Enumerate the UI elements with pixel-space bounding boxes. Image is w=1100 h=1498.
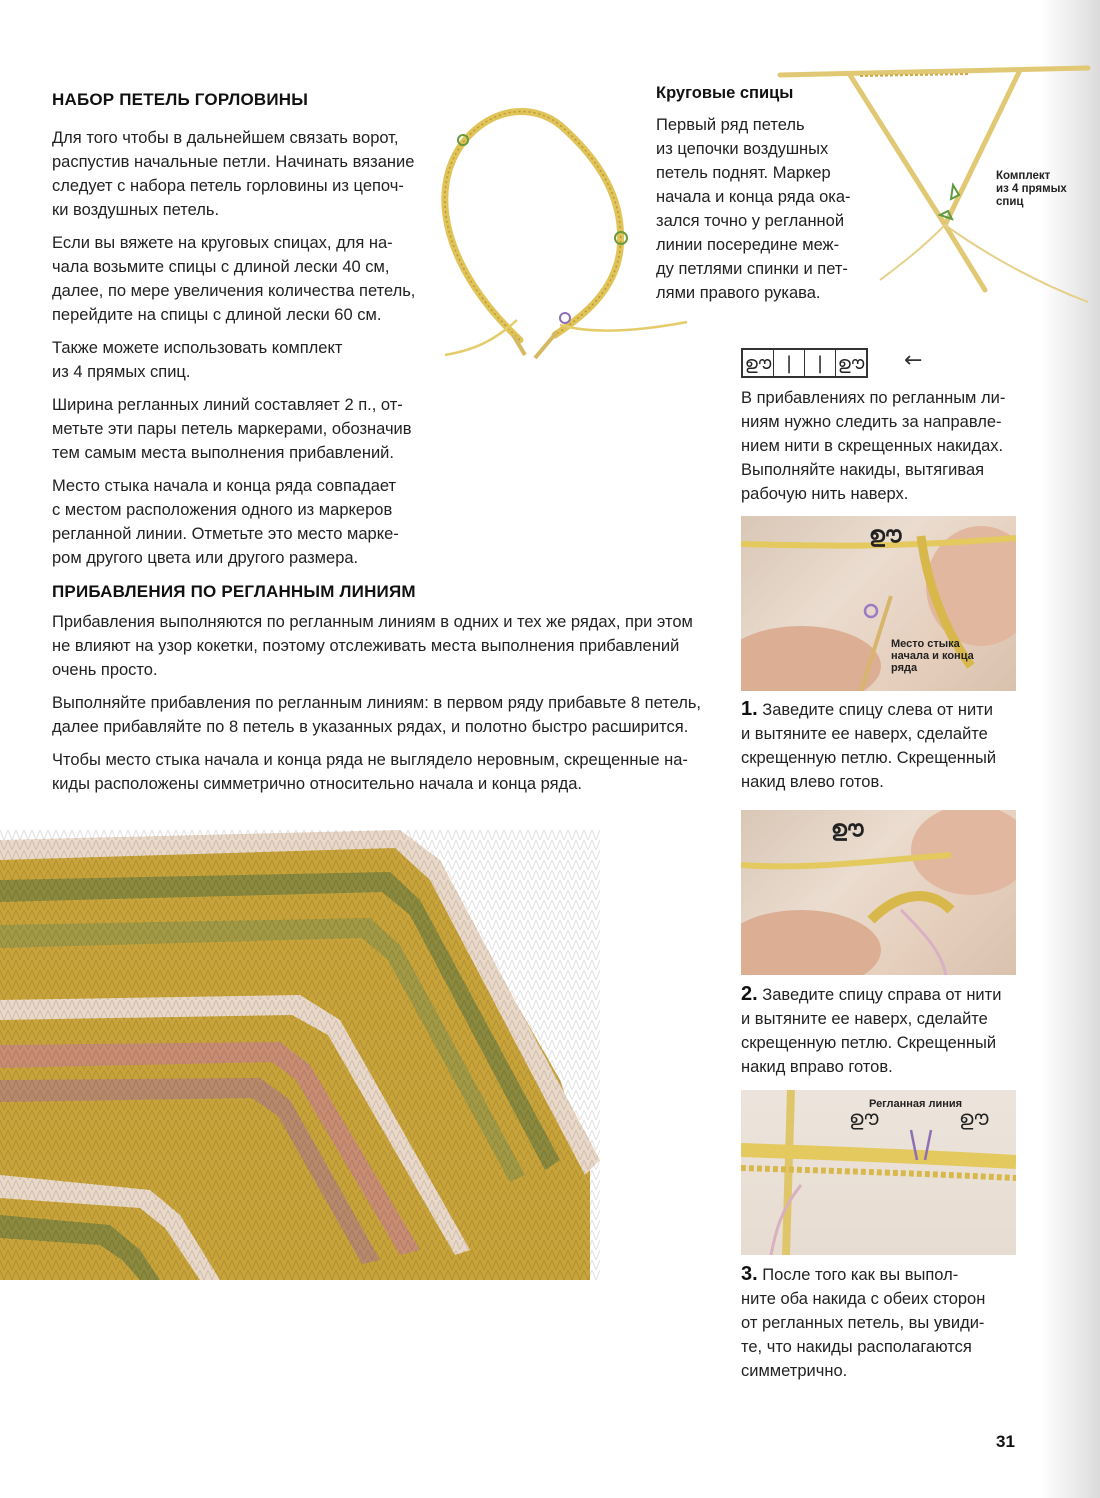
line: те, что накиды располагаются [741, 1338, 972, 1356]
twisted-yo-symbol-icon: ഊ [849, 1106, 879, 1130]
line: Для того чтобы в дальнейшем связать ворот, [52, 129, 399, 147]
line: киды расположены симметрично относительно начала и конца ряда. [52, 775, 582, 793]
raglan-paragraph-1 [52, 610, 702, 682]
neckline-paragraph-3 [52, 336, 422, 384]
line: начала и конца ряда ока- [656, 188, 851, 206]
raglan-paragraph-3 [52, 748, 702, 796]
raglan-paragraph-2 [52, 691, 702, 739]
line: лями правого рукава. [656, 284, 821, 302]
line: симметрично. [741, 1362, 848, 1380]
line: из 4 прямых [996, 183, 1067, 195]
line: зался точно у регланной [656, 212, 845, 230]
line: Первый ряд петель [656, 116, 805, 134]
step-number: 1. [741, 698, 758, 720]
line: ряда [891, 662, 918, 674]
line: рабочую нить наверх. [741, 485, 909, 503]
neckline-paragraph-5 [52, 474, 422, 570]
line: от регланных петель, вы увиди- [741, 1314, 985, 1332]
line: из 4 прямых спиц. [52, 363, 191, 381]
twisted-yo-symbol-icon: ഊ [959, 1106, 989, 1130]
neckline-paragraph-1 [52, 126, 422, 222]
step-2-text [741, 982, 1021, 1079]
line: Также можете использовать комплект [52, 339, 343, 357]
chart-cell-twisted-yo-right: ഊ [837, 352, 865, 374]
line: из цепочки воздушных [656, 140, 829, 158]
raglan-line-label: Регланная линия [869, 1098, 963, 1110]
line: далее прибавляйте по 8 петель в указанных рядах, и полотно быстро расширится. [52, 718, 689, 736]
line: ром другого цвета или другого размера. [52, 549, 359, 567]
line: не влияют на узор кокетки, поэтому отслеживать места выполнения прибавлений [52, 637, 680, 655]
step-3-photo [741, 1090, 1016, 1255]
line: Место стыка начала и конца ряда совпадает [52, 477, 397, 495]
twisted-yo-symbol-icon: ഊ [831, 817, 864, 842]
line: метьте эти пары петель маркерами, обозначив [52, 420, 412, 438]
line: Чтобы место стыка начала и конца ряда не выглядело неровным, скрещенные на- [52, 751, 688, 769]
step-3-text [741, 1262, 1021, 1383]
line: и вытяните ее наверх, сделайте [741, 725, 988, 743]
line: Если вы вяжете на круговых спицах, для на- [52, 234, 393, 252]
step-1-text [741, 697, 1021, 794]
section-title-raglan: ПРИБАВЛЕНИЯ ПО РЕГЛАННЫМ ЛИНИЯМ [52, 582, 416, 601]
line: накид вправо готов. [741, 1058, 893, 1076]
chart-cell-knit: | [774, 350, 805, 376]
line: петель поднят. Маркер [656, 164, 831, 182]
stitch-chart [741, 348, 868, 378]
raglan-text [52, 610, 702, 805]
step-1-photo [741, 516, 1016, 691]
needle-set-note [996, 170, 1086, 209]
circular-needle-illustration [425, 100, 695, 365]
twisted-yo-symbol-icon: ഊ [869, 523, 902, 548]
step-2-photo [741, 810, 1016, 975]
neckline-text [52, 126, 422, 579]
line: начала и конца [891, 650, 974, 662]
line: Выполняйте накиды, вытягивая [741, 461, 985, 479]
line: ду петлями спинки и пет- [656, 260, 848, 278]
line: Место стыка [891, 638, 960, 650]
line: с местом расположения одного из маркеров [52, 501, 393, 519]
line: Выполняйте прибавления по регланным линиям: в первом ряду прибавьте 8 петель, [52, 694, 702, 712]
line: очень просто. [52, 661, 158, 679]
line: перейдите на спицы с длиной лески 60 см. [52, 306, 382, 324]
page-number: 31 [996, 1432, 1015, 1451]
line: ки воздушных петель. [52, 201, 220, 219]
chart-cell-twisted-yo-left: ഊ [743, 350, 774, 376]
line: Ширина регланных линий составляет 2 п., от- [52, 396, 403, 414]
line: чала возьмите спицы с длиной лески 40 см, [52, 258, 390, 276]
line: линии посередине меж- [656, 236, 840, 254]
step-number: 3. [741, 1263, 758, 1285]
line: Комплект [996, 170, 1051, 182]
knit-texture [0, 830, 600, 1280]
circular-needles-title: Круговые спицы [656, 84, 794, 102]
line: нием нити в скрещенных накидах. [741, 437, 1004, 455]
chart-cell-knit: | [805, 350, 836, 376]
line: В прибавлениях по регланным ли- [741, 389, 1006, 407]
step-2-photo-drawing [741, 810, 1016, 975]
neckline-paragraph-4 [52, 393, 422, 465]
line: распустив начальные петли. Начинать вязание [52, 153, 415, 171]
line: и вытяните ее наверх, сделайте [741, 1010, 988, 1028]
line: далее, по мере увеличения количества петель, [52, 282, 416, 300]
chart-arrow-icon: ← [904, 348, 923, 373]
marker-label [891, 638, 974, 674]
step-number: 2. [741, 983, 758, 1005]
line: регланной линии. Отметьте это место марке- [52, 525, 399, 543]
line: тем самым места выполнения прибавлений. [52, 444, 394, 462]
line: накид влево готов. [741, 773, 884, 791]
section-title-neckline: НАБОР ПЕТЕЛЬ ГОРЛОВИНЫ [52, 90, 309, 109]
line: После того как вы выпол- [762, 1266, 959, 1284]
knitted-yoke-sample [0, 830, 600, 1280]
neckline-paragraph-2 [52, 231, 422, 327]
line: Прибавления выполняются по регланным линиям в одних и тех же рядах, при этом [52, 613, 693, 631]
line: ниям нужно следить за направле- [741, 413, 1002, 431]
line: скрещенную петлю. Скрещенный [741, 749, 997, 767]
yarn-direction-note [741, 386, 1021, 506]
line: скрещенную петлю. Скрещенный [741, 1034, 997, 1052]
line: спиц [996, 196, 1024, 208]
line: следует с набора петель горловины из цепоч- [52, 177, 404, 195]
line: Заведите спицу справа от нити [762, 986, 1002, 1004]
line: Заведите спицу слева от нити [762, 701, 993, 719]
line: ните оба накида с обеих сторон [741, 1290, 986, 1308]
